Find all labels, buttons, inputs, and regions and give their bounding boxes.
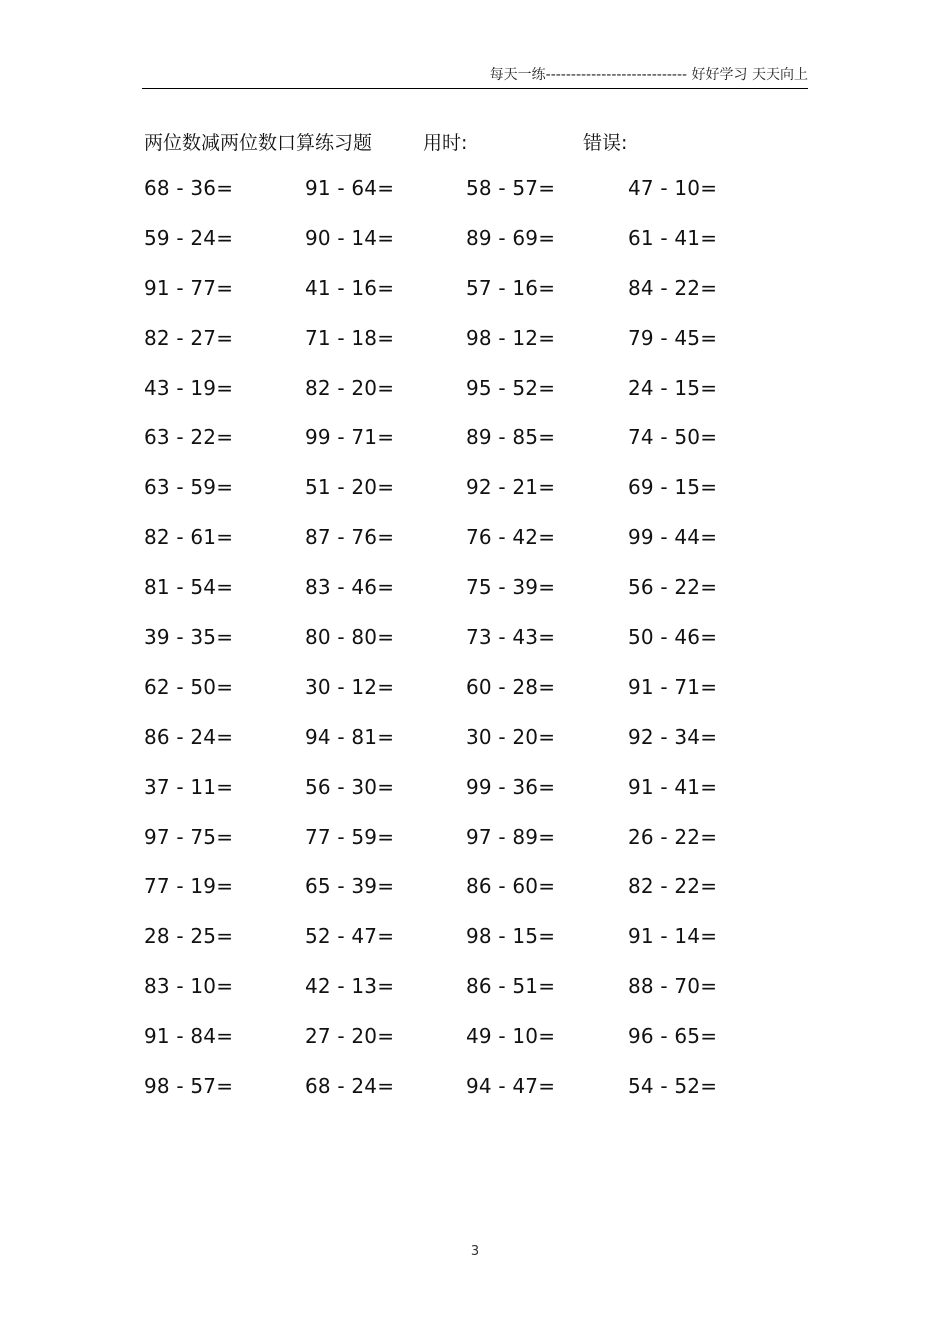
problem-item: 52 - 47=: [305, 924, 395, 949]
problem-item: 86 - 24=: [144, 724, 234, 749]
problem-item: 50 - 46=: [628, 625, 718, 650]
problem-item: 27 - 20=: [305, 1024, 395, 1049]
problem-item: 82 - 61=: [144, 525, 234, 550]
problem-item: 91 - 84=: [144, 1024, 234, 1049]
problem-item: 82 - 20=: [305, 375, 395, 400]
worksheet-title: 两位数减两位数口算练习题: [144, 132, 373, 154]
problem-item: 59 - 24=: [144, 225, 234, 250]
problem-item: 90 - 14=: [305, 225, 395, 250]
problem-item: 86 - 60=: [466, 874, 556, 899]
problem-item: 63 - 22=: [144, 425, 234, 450]
problem-item: 71 - 18=: [305, 325, 395, 350]
problem-item: 96 - 65=: [628, 1024, 718, 1049]
problem-item: 76 - 42=: [466, 525, 556, 550]
problem-item: 98 - 15=: [466, 924, 556, 949]
problem-item: 75 - 39=: [466, 575, 556, 600]
problem-item: 41 - 16=: [305, 275, 395, 300]
problem-item: 62 - 50=: [144, 674, 234, 699]
problem-item: 65 - 39=: [305, 874, 395, 899]
problem-item: 82 - 27=: [144, 325, 234, 350]
header-divider: [142, 88, 808, 89]
problem-item: 42 - 13=: [305, 974, 395, 999]
problem-item: 86 - 51=: [466, 974, 556, 999]
problem-item: 89 - 69=: [466, 225, 556, 250]
page-number: 3: [470, 1244, 480, 1259]
problem-item: 82 - 22=: [628, 874, 718, 899]
problem-item: 68 - 36=: [144, 176, 234, 200]
problem-item: 91 - 71=: [628, 674, 718, 699]
problem-item: 91 - 64=: [305, 176, 395, 200]
problem-item: 69 - 15=: [628, 475, 718, 500]
problem-item: 68 - 24=: [305, 1074, 395, 1099]
problem-item: 87 - 76=: [305, 525, 395, 550]
problem-item: 99 - 71=: [305, 425, 395, 450]
problem-item: 91 - 77=: [144, 275, 234, 300]
problem-item: 61 - 41=: [628, 225, 718, 250]
problem-item: 99 - 36=: [466, 774, 556, 799]
problem-item: 49 - 10=: [466, 1024, 556, 1049]
problem-item: 97 - 89=: [466, 824, 556, 849]
problem-item: 63 - 59=: [144, 475, 234, 500]
problem-item: 97 - 75=: [144, 824, 234, 849]
problem-item: 37 - 11=: [144, 774, 234, 799]
problem-item: 94 - 47=: [466, 1074, 556, 1099]
problem-item: 98 - 12=: [466, 325, 556, 350]
time-label: 用时:: [423, 132, 468, 154]
page-header: 每天一练---------------------------- 好好学习 天天向上: [489, 67, 808, 83]
problem-item: 77 - 59=: [305, 824, 395, 849]
problem-item: 28 - 25=: [144, 924, 234, 949]
problem-item: 80 - 80=: [305, 625, 395, 650]
problem-item: 54 - 52=: [628, 1074, 718, 1099]
problem-item: 56 - 22=: [628, 575, 718, 600]
problem-item: 47 - 10=: [628, 176, 718, 200]
problem-item: 58 - 57=: [466, 176, 556, 200]
problem-item: 60 - 28=: [466, 674, 556, 699]
problem-item: 83 - 10=: [144, 974, 234, 999]
problem-item: 73 - 43=: [466, 625, 556, 650]
problem-item: 92 - 21=: [466, 475, 556, 500]
problem-item: 30 - 20=: [466, 724, 556, 749]
problem-item: 94 - 81=: [305, 724, 395, 749]
problem-item: 89 - 85=: [466, 425, 556, 450]
problem-item: 51 - 20=: [305, 475, 395, 500]
problem-item: 57 - 16=: [466, 275, 556, 300]
problem-item: 98 - 57=: [144, 1074, 234, 1099]
errors-label: 错误:: [583, 132, 628, 154]
problem-item: 56 - 30=: [305, 774, 395, 799]
problem-item: 74 - 50=: [628, 425, 718, 450]
problem-item: 95 - 52=: [466, 375, 556, 400]
problem-item: 88 - 70=: [628, 974, 718, 999]
problem-item: 43 - 19=: [144, 375, 234, 400]
problem-item: 77 - 19=: [144, 874, 234, 899]
problem-item: 84 - 22=: [628, 275, 718, 300]
problem-item: 79 - 45=: [628, 325, 718, 350]
problem-item: 81 - 54=: [144, 575, 234, 600]
problem-item: 39 - 35=: [144, 625, 234, 650]
problem-item: 92 - 34=: [628, 724, 718, 749]
problem-item: 26 - 22=: [628, 824, 718, 849]
problem-item: 91 - 41=: [628, 774, 718, 799]
problem-item: 24 - 15=: [628, 375, 718, 400]
problem-item: 30 - 12=: [305, 674, 395, 699]
problem-item: 99 - 44=: [628, 525, 718, 550]
problem-item: 91 - 14=: [628, 924, 718, 949]
problem-item: 83 - 46=: [305, 575, 395, 600]
